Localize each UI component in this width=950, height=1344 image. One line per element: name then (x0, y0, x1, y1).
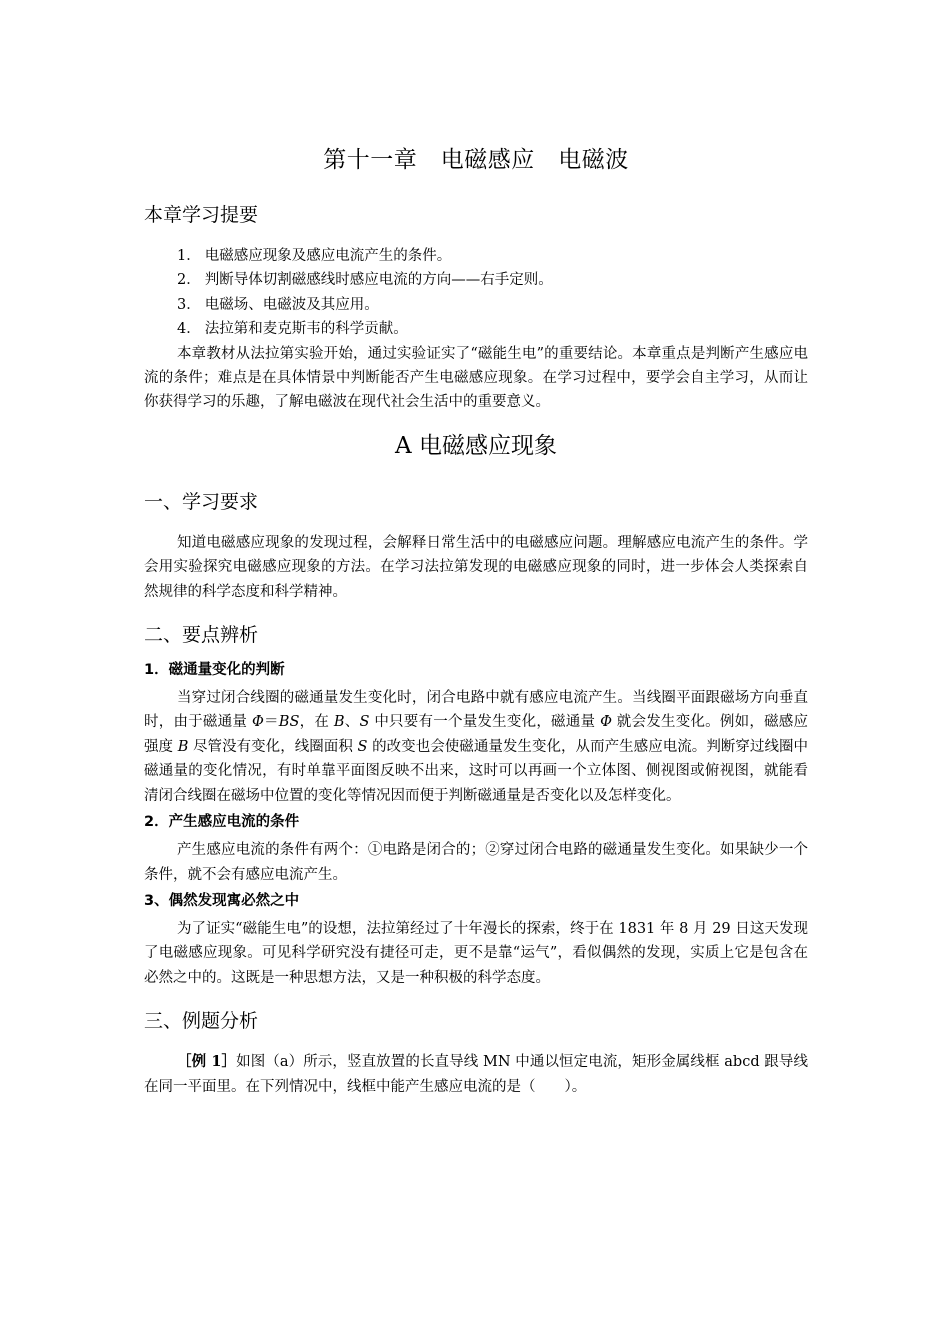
requirements-heading: 一、学习要求 (144, 490, 259, 513)
point2-paragraph: 产生感应电流的条件有两个：①电路是闭合的；②穿过闭合电路的磁通量发生变化。如果缺少一个条件，就不会有感应电流产生。 (144, 842, 808, 883)
example-label: ［例 1］ (177, 1053, 237, 1071)
key-points-heading: 二、要点辨析 (144, 624, 259, 647)
chapter-title: 第十一章 电磁感应 电磁波 (323, 147, 629, 173)
point2-heading: 2．产生感应电流的条件 (144, 814, 300, 831)
summary-paragraph: 本章教材从法拉第实验开始，通过实验证实了“磁能生电”的重要结论。本章重点是判断产生感应电流的条件；难点是在具体情景中判断能否产生电磁感应现象。在学习过程中，要学会自主学习，从而让你获得学习的乐趣，了解电磁波在现代社会生活中的重要意义。 (144, 345, 808, 411)
list-item: 4． 法拉第和麦克斯韦的科学贡献。 (177, 321, 408, 338)
list-item: 2． 判断导体切割磁感线时感应电流的方向——右手定则。 (177, 272, 553, 289)
point1-paragraph: 当穿过闭合线圈的磁通量发生变化时，闭合电路中就有感应电流产生。当线圈平面跟磁场方向垂直时，由于磁通量 Φ＝BS，在 B、S 中只要有一个量发生变化，磁通量 Φ 就会发生变化。例如，磁感应强度 B 尽管没有变化，线圈面积 S 的改变也会使磁通量发生变化，从而产生感应电流。判断穿过线圈中磁通量的变化情况，有时单靠平面图反映不出来，这时可以再画一个立体图、侧视图或俯视图，就能看清闭合线圈在磁场中位置的变化等情况因而便于判断磁通量是否变化以及怎样变化。 (144, 690, 809, 804)
summary-goal-list (144, 244, 808, 342)
requirements-paragraph: 知道电磁感应现象的发现过程，会解释日常生活中的电磁感应问题。理解感应电流产生的条件。学会用实验探究电磁感应现象的方法。在学习法拉第发现的电磁感应现象的同时，进一步体会人类探索自然规律的科学态度和科学精神。 (144, 534, 808, 600)
list-item: 1． 电磁感应现象及感应电流产生的条件。 (177, 248, 452, 264)
list-item: 3． 电磁场、电磁波及其应用。 (177, 296, 379, 313)
point3-paragraph: 为了证实“磁能生电”的设想，法拉第经过了十年漫长的探索，终于在 1831 年 8 月 29 日这天发现了电磁感应现象。可见科学研究没有捷径可走，更不是靠“运气”，看似偶然的发现，实质上它是包含在必然之中的。这既是一种思想方法，又是一种积极的科学态度。 (144, 920, 808, 986)
summary-heading: 本章学习提要 (144, 204, 259, 226)
section-a-title: A 电磁感应现象 (395, 432, 557, 459)
example1-paragraph: ［例 1］如图（a）所示，竖直放置的长直导线 MN 中通以恒定电流，矩形金属线框 abcd 跟导线在同一平面里。在下列情况中，线框中能产生感应电流的是（ ）。 (144, 1053, 808, 1095)
examples-heading: 三、例题分析 (144, 1010, 259, 1033)
point1-heading: 1．磁通量变化的判断 (144, 662, 285, 679)
point3-heading: 3、偶然发现寓必然之中 (144, 892, 300, 909)
page-content (144, 143, 808, 1099)
